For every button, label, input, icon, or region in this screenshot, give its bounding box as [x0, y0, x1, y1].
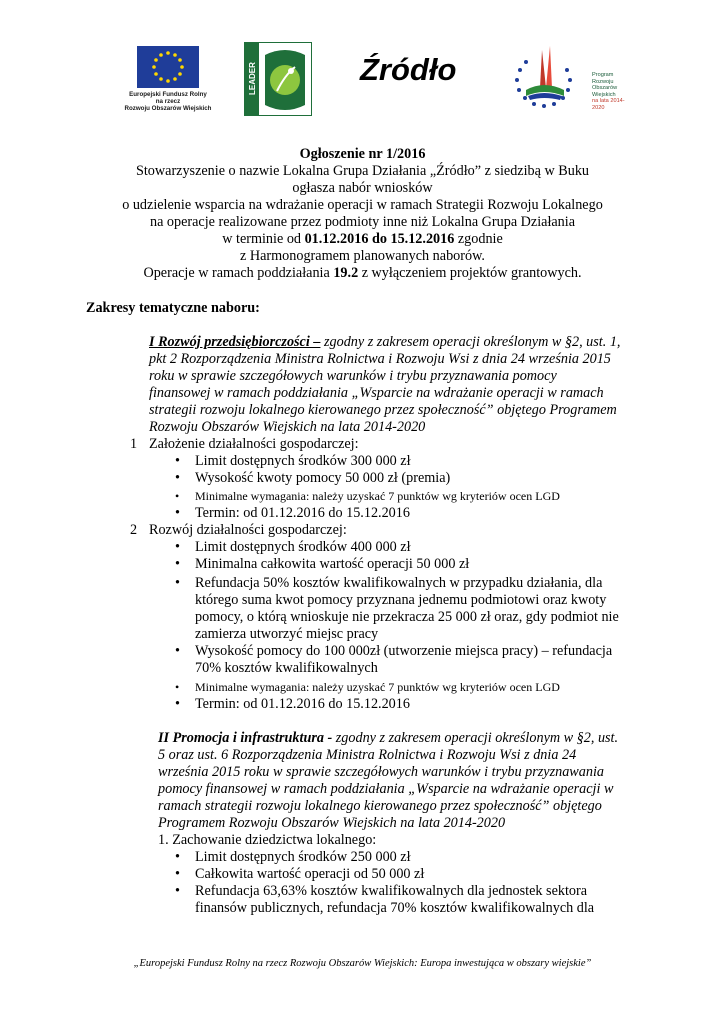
section-title: Zakresy tematyczne naboru: — [86, 300, 260, 316]
bullet-item: • Wysokość pomocy do 100 000zł (utworzenie miejsca pracy) – refundacja — [195, 643, 612, 660]
bullet-item: • Minimalne wymagania: należy uzyskać 7 punktów wg kryteriów ocen LGD — [195, 488, 560, 505]
header-line: ogłasza nabór wniosków — [292, 180, 433, 196]
list-item: 1. Zachowanie dziedzictwa lokalnego: — [158, 832, 377, 848]
bullet-item: • Limit dostępnych środków 300 000 zł — [195, 453, 411, 470]
prow-emblem-icon — [506, 40, 592, 120]
bullet-item: • Termin: od 01.12.2016 do 15.12.2016 — [195, 505, 410, 522]
bullet-item-cont: 70% kosztów kwalifikowalnych — [195, 660, 378, 676]
bullet-item-cont: zamierza utworzyć miejsc pracy — [195, 626, 379, 642]
prow-logo — [506, 40, 626, 120]
zrodlo-logo: Źródło — [360, 52, 457, 87]
eu-caption: Europejski Fundusz Rolny na rzecz Rozwoju Obszarów Wiejskich — [124, 91, 212, 112]
logo-bar — [0, 40, 725, 120]
header-subaction-line: Operacje w ramach poddziałania 19.2 z wyłączeniem projektów grantowych. — [143, 265, 582, 281]
bullet-item: • Termin: od 01.12.2016 do 15.12.2016 — [195, 696, 410, 713]
bullet-item-cont: finansów publicznych, refundacja 70% kosztów kwalifikowalnych dla — [195, 900, 595, 916]
s1-intro-line: pkt 2 Rozporządzenia Ministra Rolnictwa i Rozwoju Wsi z dnia 24 września 2015 — [149, 351, 611, 367]
svg-text:LEADER: LEADER — [248, 62, 257, 95]
header-term-line: w terminie od 01.12.2016 do 15.12.2016 zgodnie — [222, 231, 503, 247]
header-line: Stowarzyszenie o nazwie Lokalna Grupa Działania „Źródło” z siedzibą w Buku — [135, 163, 590, 179]
eu-flag-icon — [137, 46, 199, 88]
list-number: 2 — [130, 522, 138, 538]
bullet-item: • Refundacja 50% kosztów kwalifikowalnych w przypadku działania, dla — [195, 575, 602, 592]
bullet-item: • Całkowita wartość operacji od 50 000 zł — [195, 866, 424, 883]
eu-fund-logo — [117, 46, 219, 112]
header-line: o udzielenie wsparcia na wdrażanie operacji w ramach Strategii Rozwoju Lokalnego — [122, 197, 603, 213]
s2-intro-line: września 2015 roku w sprawie szczegółowych warunków i trybu przyznawania — [158, 764, 604, 780]
page-footer: „Europejski Fundusz Rolny na rzecz Rozwoju Obszarów Wiejskich: Europa inwestująca w obszary wiejskie” — [133, 958, 592, 969]
s1-intro-line: I Rozwój przedsiębiorczości – zgodny z zakresem operacji określonym w §2, ust. 1, — [149, 334, 621, 350]
leader-logo — [244, 42, 312, 116]
s2-intro-line: 5 oraz ust. 6 Rozporządzenia Ministra Rolnictwa i Rozwoju Wsi z dnia 24 — [158, 747, 577, 763]
s1-intro-line: roku w sprawie szczegółowych warunków i trybu przyznawania pomocy — [149, 368, 557, 384]
s2-intro-line: II Promocja i infrastruktura - zgodny z zakresem operacji określonym w §2, ust. — [158, 730, 619, 746]
s2-intro-line: pomocy finansowej w ramach poddziałania „Wsparcie na wdrażanie operacji w — [158, 781, 614, 797]
s2-intro-line: Programem Rozwoju Obszarów Wiejskich na lata 2014-2020 — [158, 815, 506, 831]
bullet-item-cont: pomocy, o którą wnioskuje nie przekracza 25 000 zł oraz, gdy podmiot nie — [195, 609, 619, 625]
bullet-item: • Refundacja 63,63% kosztów kwalifikowalnych dla jednostek sektora — [195, 883, 587, 900]
header-line: z Harmonogramem planowanych naborów. — [240, 248, 485, 264]
list-item: Założenie działalności gospodarczej: — [149, 436, 359, 452]
header-line: na operacje realizowane przez podmioty inne niż Lokalna Grupa Działania — [149, 214, 576, 230]
list-number: 1 — [130, 436, 138, 452]
bullet-item: • Minimalna całkowita wartość operacji 50 000 zł — [195, 556, 469, 573]
bullet-item: • Limit dostępnych środków 400 000 zł — [195, 539, 411, 556]
announcement-number: Ogłoszenie nr 1/2016 — [299, 146, 426, 162]
prow-caption: Program Rozwoju Obszarów Wiejskich na lata 2014-2020 — [592, 72, 625, 111]
bullet-item: • Wysokość kwoty pomocy 50 000 zł (premia) — [195, 470, 450, 487]
bullet-item-cont: którego suma kwot pomocy przyznana jednemu podmiotowi oraz kwoty — [195, 592, 607, 608]
s2-intro-line: ramach strategii rozwoju lokalnego kierowanego przez społeczność” objętego — [158, 798, 602, 814]
list-item: Rozwój działalności gospodarczej: — [149, 522, 347, 538]
s1-intro-line: strategii rozwoju lokalnego kierowanego przez społeczność” objętego Programem — [149, 402, 617, 418]
s1-intro-line: finansowej w ramach poddziałania „Wsparcie na wdrażanie operacji w ramach — [149, 385, 604, 401]
s1-intro-line: Rozwoju Obszarów Wiejskich na lata 2014-2020 — [149, 419, 426, 435]
bullet-item: • Minimalne wymagania: należy uzyskać 7 punktów wg kryteriów ocen LGD — [195, 679, 560, 696]
bullet-item: • Limit dostępnych środków 250 000 zł — [195, 849, 411, 866]
